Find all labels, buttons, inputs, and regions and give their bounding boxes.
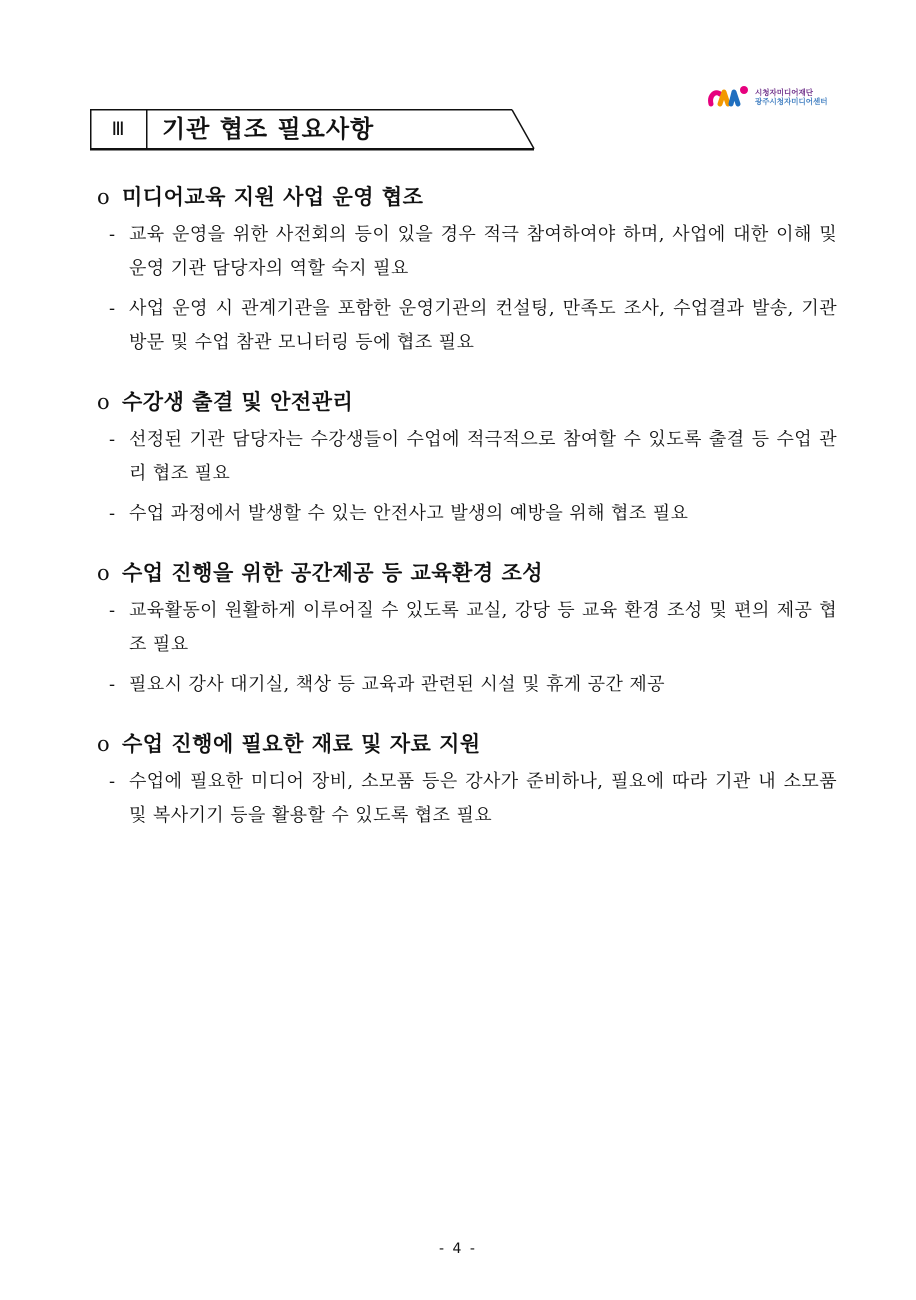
dash-marker: - (109, 674, 116, 695)
item-text: 사업 운영 시 관계기관을 포함한 운영기관의 컨설팅, 만족도 조사, 수업결과 발송, 기관 방문 및 수업 참관 모니터링 등에 협조 필요 (129, 298, 837, 353)
list-item (97, 765, 837, 833)
item-text: 필요시 강사 대기실, 책상 등 교육과 관련된 시설 및 휴게 공간 제공 (129, 674, 665, 695)
item-text: 수업 과정에서 발생할 수 있는 안전사고 발생의 예방을 위해 협조 필요 (129, 503, 689, 524)
list-item (97, 668, 837, 702)
section-block (97, 725, 837, 833)
bullet-marker: o (97, 185, 111, 209)
item-text: 교육활동이 원활하게 이루어질 수 있도록 교실, 강당 등 교육 환경 조성 및 편의 제공 협조 필요 (129, 600, 837, 655)
item-text: 수업에 필요한 미디어 장비, 소모품 등은 강사가 준비하나, 필요에 따라 기관 내 소모품 및 복사기기 등을 활용할 수 있도록 협조 필요 (129, 771, 837, 826)
dash-marker: - (109, 503, 116, 524)
heading-text: 수업 진행에 필요한 재료 및 자료 지원 (122, 731, 481, 756)
section-block (97, 178, 837, 360)
list-item (97, 594, 837, 662)
list-item (97, 497, 837, 531)
content (97, 178, 837, 856)
heading-text: 미디어교육 지원 사업 운영 협조 (122, 184, 424, 209)
dash-marker: - (109, 429, 116, 450)
block-heading (97, 383, 837, 421)
block-heading (97, 725, 837, 763)
item-text: 선정된 기관 담당자는 수강생들이 수업에 적극적으로 참여할 수 있도록 출결 등 수업 관리 협조 필요 (129, 429, 837, 484)
list-item (97, 423, 837, 491)
block-heading (97, 178, 837, 216)
section-block (97, 383, 837, 531)
section-header (90, 109, 535, 151)
section-number: Ⅲ (111, 118, 125, 140)
bullet-marker: o (97, 561, 111, 585)
section-block (97, 554, 837, 702)
bullet-marker: o (97, 732, 111, 756)
list-item (97, 292, 837, 360)
logo (707, 84, 827, 110)
logo-mark-icon (707, 84, 751, 110)
section-title: 기관 협조 필요사항 (162, 115, 375, 143)
list-item (97, 218, 837, 286)
heading-text: 수강생 출결 및 안전관리 (122, 389, 354, 414)
logo-line-2: 광주시청자미디어센터 (755, 97, 828, 106)
dash-marker: - (109, 600, 116, 621)
page-number: - 4 - (439, 1241, 477, 1257)
dash-marker: - (109, 224, 116, 245)
item-text: 교육 운영을 위한 사전회의 등이 있을 경우 적극 참여하여야 하며, 사업에 대한 이해 및 운영 기관 담당자의 역할 숙지 필요 (129, 224, 837, 279)
bullet-marker: o (97, 390, 111, 414)
dash-marker: - (109, 771, 116, 792)
logo-line-1: 시청자미디어재단 (755, 88, 813, 97)
block-heading (97, 554, 837, 592)
heading-text: 수업 진행을 위한 공간제공 등 교육환경 조성 (122, 560, 544, 585)
dash-marker: - (109, 298, 116, 319)
